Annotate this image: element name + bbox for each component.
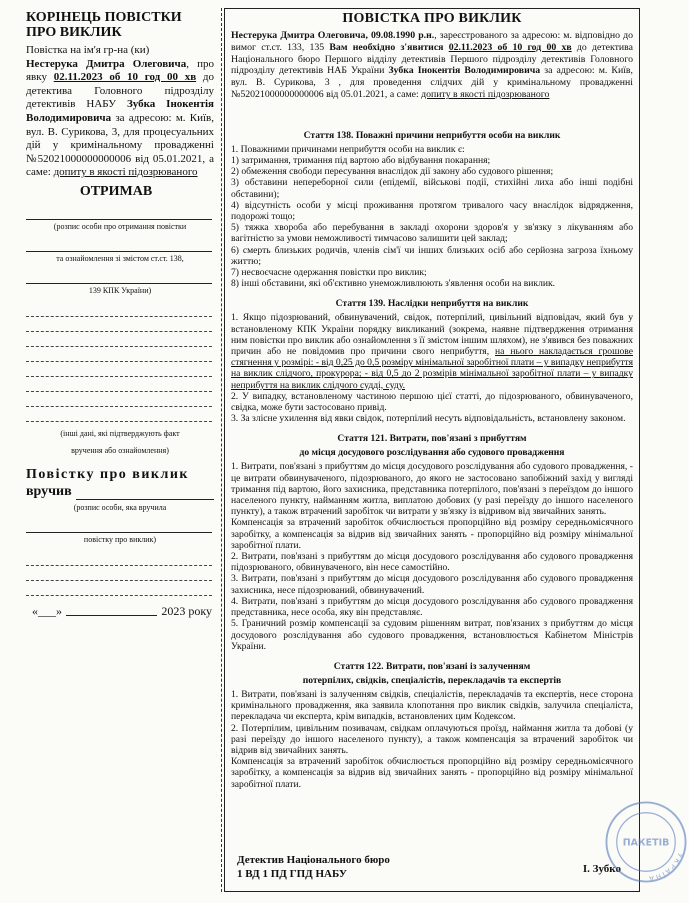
info-line[interactable] [26,551,212,566]
caption-familiar: та ознайомлення зі змістом ст.ст. 138, [56,253,184,263]
list-item: 1. Поважними причинами неприбуття особи на виклик є: [231,143,465,155]
list-item: 3) обставини непереборної сили (епідемії, військові події, стихійні лиха або інші подібні обставини); [231,177,633,200]
handed-signature-line[interactable] [76,487,214,500]
list-item: 6) смерть близьких родичів, членів сім'ї чи інших близьких осіб або серйозна загроза їхньому життю; [231,244,633,267]
info-line[interactable] [26,377,212,392]
article-122-title: Стаття 122. Витрати, пов'язані із залученням [333,660,531,672]
caption-handed2: повістку про виклик) [83,534,157,544]
procedural-role: допиту в якості підозрюваного [421,88,550,100]
article-139-p3: 3. За злісне ухилення від явки свідок, потерпілий несуть відповідальність, встановлену законом. [231,413,626,425]
list-item: 1. Витрати, пов'язані з прибуттям до місця досудового розслідування або судового провадження, - це витрати обвинуваченого, підозрюваного, до якого не застосовано запобіжний захід у вигляді тримання під вартою, його захисника, представника потерпілого, пов'язані з переїздом до іншого населеного пункту, найманням житла, виплатою добових (у разі переїзду до іншого населеного пункту), а також втрачений заробіток чи витрати у зв'язку із відривом від звичайних занять. [231,461,633,518]
info-line[interactable] [26,581,212,596]
article-139-p2: 2. У випадку, встановленому частиною першою цієї статті, до підозрюваного, обвинуваченого, свідка, може бути застосовано привід. [231,390,633,414]
detective-name: Зубка Інокентія Володимировича [388,65,541,77]
article-138-title: Стаття 138. Поважні причини неприбуття особи на виклик [303,129,561,141]
summons-main [224,8,685,892]
info-line[interactable] [26,332,212,347]
article-122-subtitle: потерпілих, свідків, спеціалістів, перекладачів та експертів [302,674,562,686]
info-line[interactable] [26,347,212,362]
stub-body: Повістка на ім'я гр-на (ки) Нестерука Дмитра Олеговича, про явку 02.11.2023 об 10 год 00 хв до детектива Головного підрозділу детективів НАБУ Зубка Інокентія Володимировича за адресою: м. Київ, вул. В. Сурикова, 3, для процесуальних дій у кримінальному провадженні №52021000000000006 від 05.01.2021, а саме: допиту в якості підозрюваного [26,44,214,179]
article-139-p1: 1. Якщо підозрюваний, обвинувачений, свідок, потерпілий, цивільний відповідач, який був у встановленому КПК України порядку викликаний (зокрема, наявне підтвердження отримання ним повістки про виклик або ознайомлення з її змістом іншим шляхом), не з'явився без поважних причин або не повідомив про причини свого неприбуття, на нього накладається грошове стягнення у розмірі: - від 0,25 до 0,5 розміру мінімальної заробітної плати – у випадку неприбуття на виклик слідчого, прокурора; - від 0,5 до 2 розмірів мінімальної заробітної плати – у випадку неприбуття на виклик слідчого судді, суду. [231,312,634,391]
article-122-list [231,689,633,790]
stamp-ring-text: УКРАЇНА [646,851,685,883]
stub-detective-name: Зубка Інокентія Володимировича [26,98,214,124]
article-138-list [231,144,633,290]
svg-text:УКРАЇНА [647,852,684,883]
caption-info2: вручення або ознайомлення) [71,445,169,455]
list-item: 2. Потерпілим, цивільним позивачам, свідкам оплачуються проїзд, наймання житла та добові (у разі переїзду до іншого населеного пункту), а також компенсація за втрачений заробіток чи відрив від звичайних занять. [231,722,633,756]
list-item: 1. Витрати, пов'язані із залученням свідків, спеціалістів, перекладачів та експертів, несе сторона кримінального провадження, яка заявила клопотання про виклик свідків, залучила спеціаліста, перекладача чи експерта, крім випадків, встановлених цим Кодексом. [231,688,633,723]
stamp-text: ПАКЕТІВ [622,837,670,849]
signature-line[interactable] [26,206,212,220]
info-line[interactable] [26,302,212,317]
info-line[interactable] [26,362,212,377]
info-line[interactable] [26,392,212,407]
page-title: ПОВІСТКА ПРО ВИКЛИК [342,11,522,26]
signature-line[interactable] [26,270,212,284]
list-item: 5) тяжка хвороба або перебування в закладі охорони здоров'я у зв'язку з лікуванням або вагітністю за умови неможливості тимчасово залишити цей заклад; [231,222,633,245]
article-139-title: Стаття 139. Наслідки неприбуття на виклик [335,298,529,310]
list-item: 2. Витрати, пов'язані з прибуттям до місця досудового розслідування або судового провадження підозрюваного, обвинуваченого, він несе самостійно. [231,551,633,574]
cut-line [221,8,222,892]
list-item: 4) відсутність особи у місці проживання протягом тривалого часу внаслідок відрядження, подорожі тощо; [231,199,633,222]
stub-date: «___» 2023 року [32,603,212,618]
date-line[interactable] [66,604,157,616]
stub-role: допиту в якості підозрюваного [53,166,198,179]
list-item: Компенсація за втрачений заробіток обчислюється пропорційно від розміру середньомісячного заробітку, а компенсація за відрив від звичайних занять - пропорційно від розміру мінімальної заробітної плати. [231,756,633,790]
summons-page [18,8,685,892]
caption-kpk: 139 КПК України) [88,285,152,295]
official-stamp-icon [603,799,689,885]
handed-heading: Повістку про виклик вручив [26,466,214,500]
list-item: Компенсація за втрачений заробіток обчислюється пропорційно від розміру середньомісячного заробітку, а компенсація за відрив від звичайних занять - пропорційно від розміру мінімальної заробітної плати. [231,517,633,551]
person-name: Нестерука Дмитра Олеговича, 09.08.1990 р.н. [231,30,435,41]
info-line[interactable] [26,317,212,332]
list-item: 8) інші обставини, які об'єктивно унеможливлюють з'явлення особи на виклик. [231,278,556,290]
signature-line[interactable] [26,519,212,533]
list-item: 5. Граничний розмір компенсації за судовим рішенням витрат, пов'язаних з прибуттям до місця досудового розслідування або судового провадження, встановлюється Кабінетом Міністрів України. [231,618,633,652]
appointment-date: 02.11.2023 об 10 год 00 хв [448,41,572,53]
list-item: 4. Витрати, пов'язані з прибуттям до місця досудового розслідування або судового провадження представника, несе особа, яку він представляє. [231,595,633,619]
article-121-subtitle: до місця досудового розслідування або судового провадження [299,447,565,459]
signature-name: І. Зубко [582,863,621,875]
list-item: 2) обмеження свободи пересування внаслідок дії закону або судового рішення; [231,166,554,178]
list-item: 1) затримання, тримання під вартою або відбування покарання; [231,154,491,166]
stub-title: КОРІНЕЦЬ ПОВІСТКИ ПРО ВИКЛИК [26,10,182,40]
signature-block [237,853,390,881]
info-line[interactable] [26,407,212,422]
list-item: 3. Витрати, пов'язані з прибуттям до місця досудового розслідування або судового провадження захисника, несе підозрюваний, обвинувачений. [231,573,633,596]
article-121-list [231,461,633,651]
info-line[interactable] [26,566,212,581]
list-item: 7) несвоєчасне одержання повістки про виклик; [231,267,427,279]
caption-info: (інші дані, які підтверджують факт [60,428,180,438]
article-121-title: Стаття 121. Витрати, пов'язані з прибуттям [337,433,527,445]
summons-header-text: Нестерука Дмитра Олеговича, 09.08.1990 р.н., зареєстрованого за адресою: м. відповідно до вимог ст.ст. 133, 135 Вам необхідно з'явитися 02.11.2023 об 10 год 00 хв до детектива Національного бюро Першого відділу детективів Першого підрозділу детективів Головного підрозділу детективів НАБ України Зубка Інокентія Володимировича за адресою: м. Київ, вул. В. Сурикова, 3 , для проведення слідчих дій у кримінальному провадженні №52021000000000006 від 05.01.2021, а саме: допиту в якості підозрюваного [231,30,633,100]
signature-line[interactable] [26,238,212,252]
stub-date-time: 02.11.2023 об 10 год 00 хв [53,71,197,84]
signature-position: Детектив Національного бюро [237,854,390,866]
caption-receiver: (розпис особи про отримання повістки [53,221,187,231]
caption-handed: (розпис особи, яка вручила [73,502,167,512]
received-heading: ОТРИМАВ [79,183,153,199]
stub-person-name: Нестерука Дмитра Олеговича [26,57,187,70]
summons-stub [18,8,214,892]
signature-unit: 1 ВД 1 ПД ГПД НАБУ [237,868,347,880]
